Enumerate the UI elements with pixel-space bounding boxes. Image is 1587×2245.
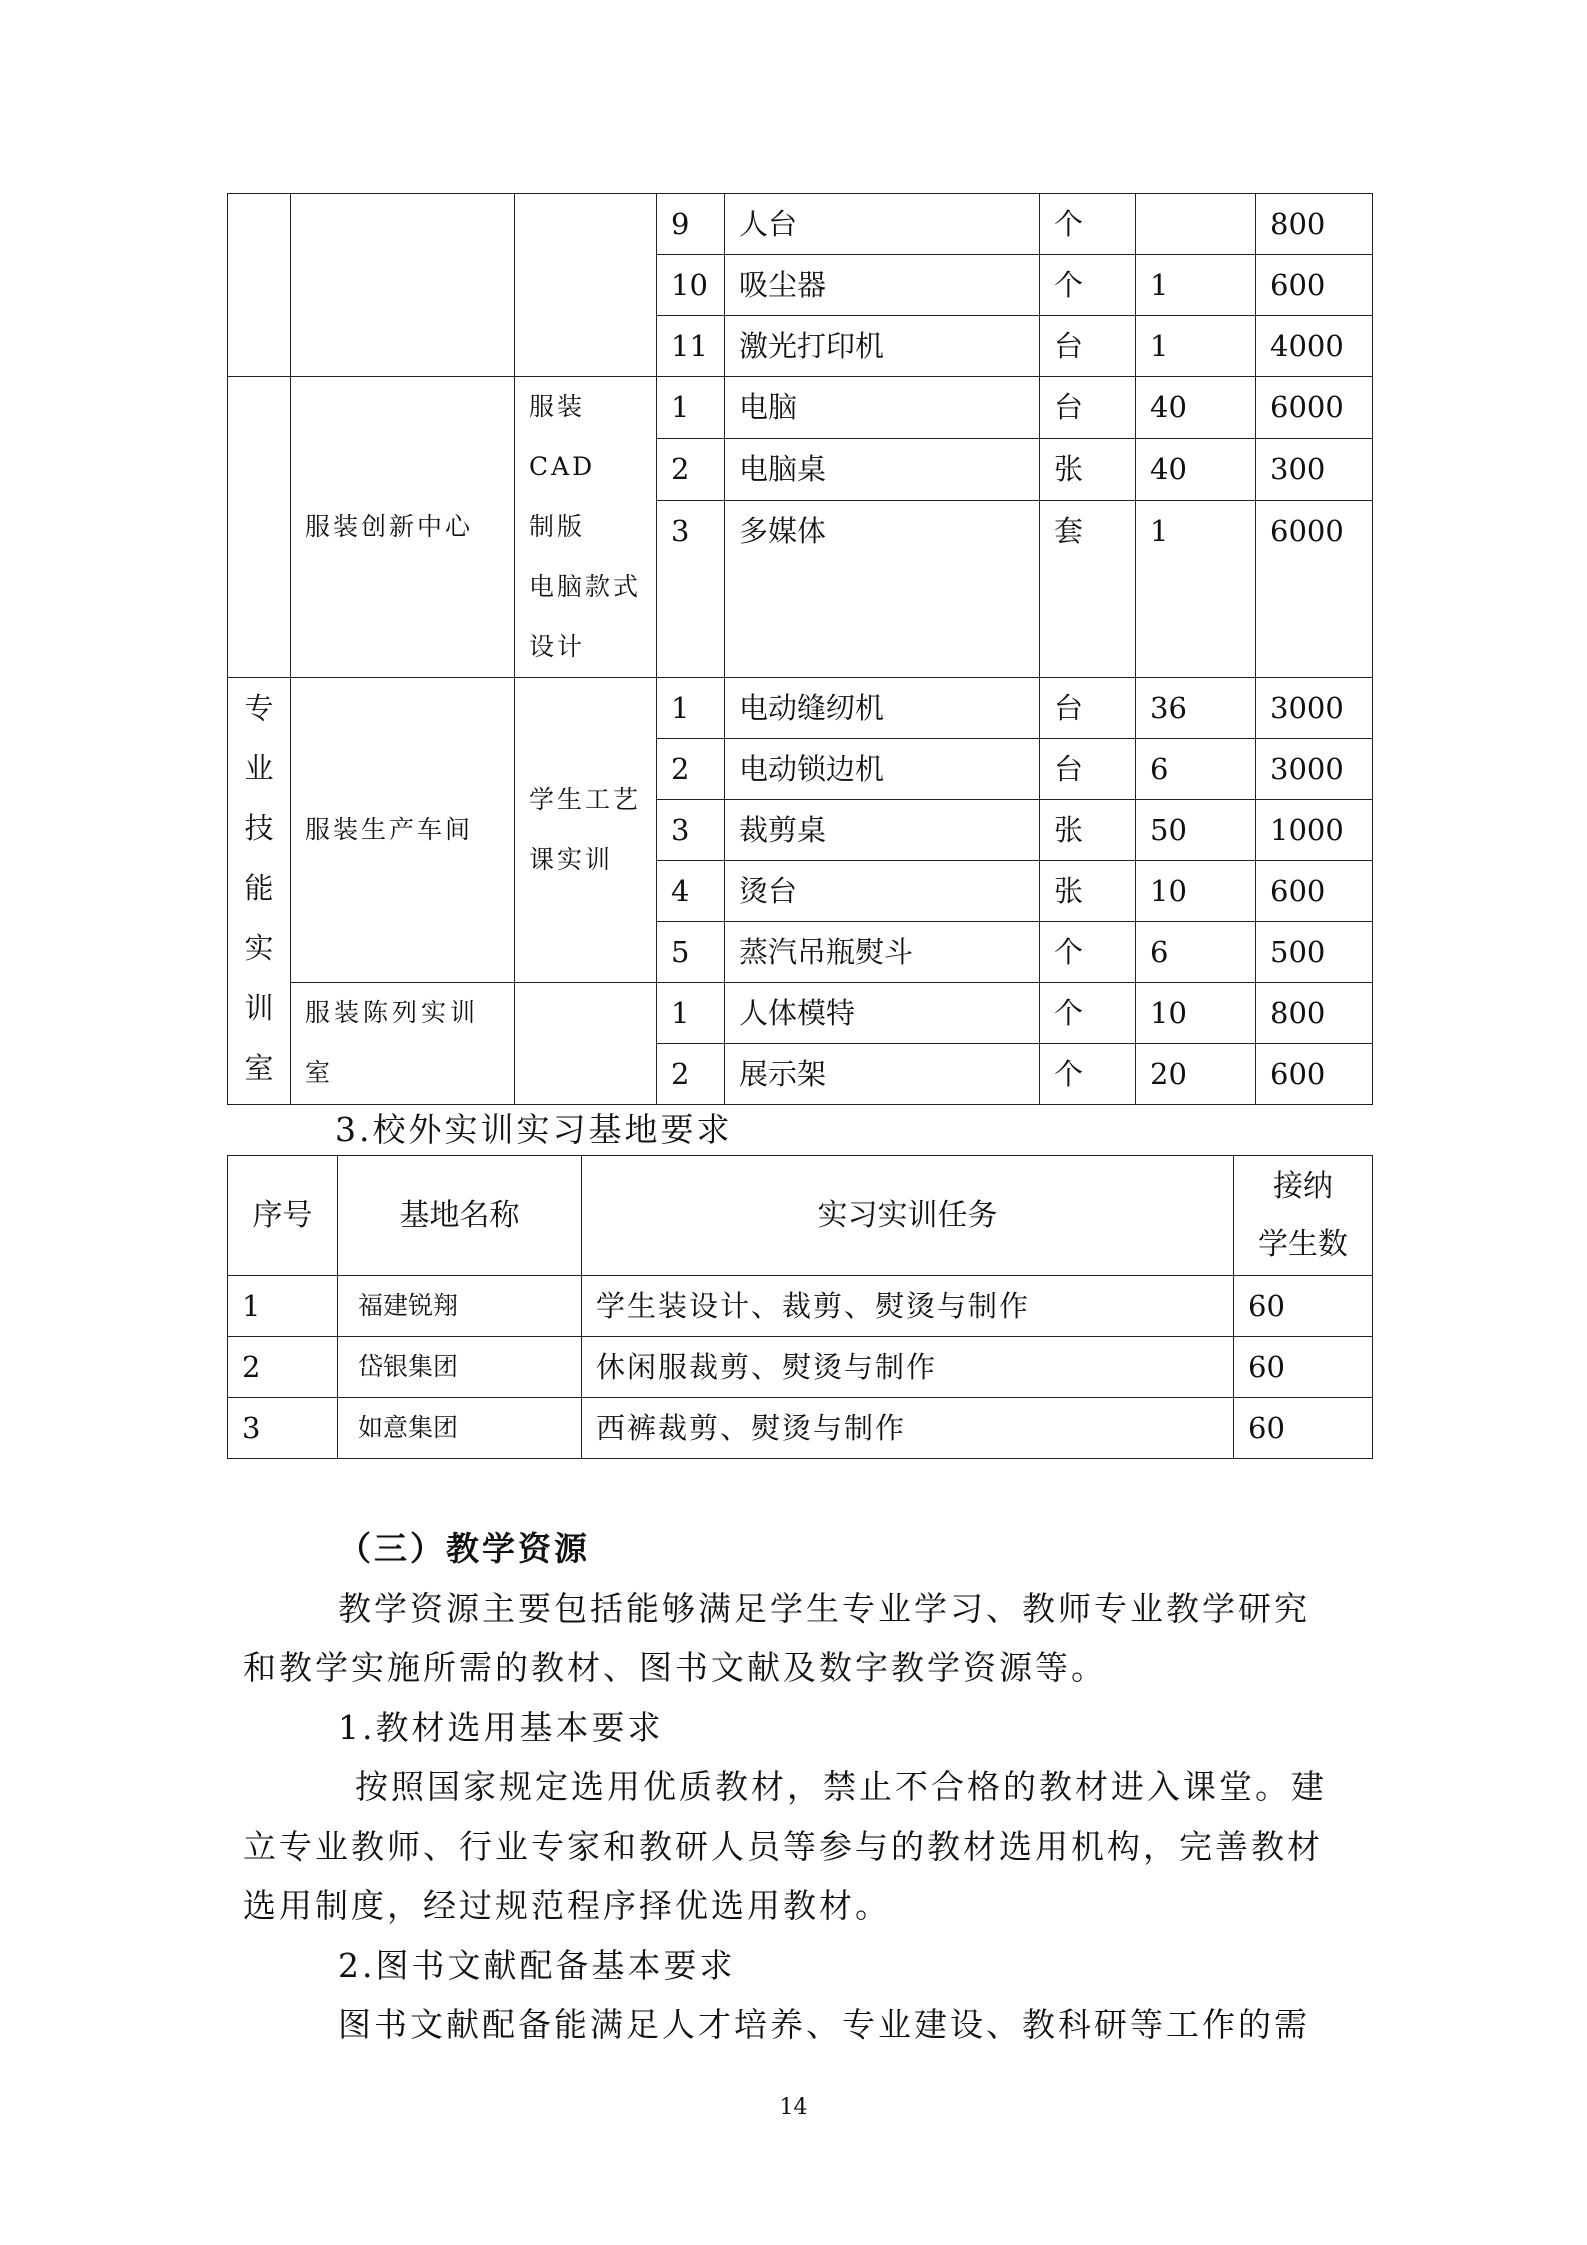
item-qty (1136, 194, 1256, 255)
category-cell-top (228, 194, 291, 377)
item-unit: 张 (1040, 800, 1136, 861)
category-vertical (228, 678, 291, 1105)
item-no: 9 (657, 194, 725, 255)
item-no: 1 (657, 377, 725, 439)
item-name: 烫台 (725, 861, 1040, 922)
base-task: 西裤裁剪、熨烫与制作 (582, 1398, 1234, 1459)
item-unit: 个 (1040, 255, 1136, 316)
category-cell-blank (228, 377, 291, 678)
item-price: 800 (1256, 194, 1373, 255)
item-price: 6000 (1256, 377, 1373, 439)
paragraph-line: 教学资源主要包括能够满足学生专业学习、教师专业教学研究 (338, 1589, 1310, 1628)
item-price: 800 (1256, 983, 1373, 1044)
base-no: 1 (228, 1276, 338, 1337)
base-task: 休闲服裁剪、熨烫与制作 (582, 1337, 1234, 1398)
item-price: 3000 (1256, 678, 1373, 739)
task-line: 设计 (529, 632, 586, 661)
task-line: 电脑款式 (529, 572, 642, 601)
item-price: 600 (1256, 861, 1373, 922)
header-capacity (1234, 1156, 1373, 1276)
item-no: 2 (657, 739, 725, 800)
item-name: 激光打印机 (725, 316, 1040, 377)
category-char: 实 (244, 931, 274, 965)
item-no: 1 (657, 678, 725, 739)
item-name: 展示架 (725, 1044, 1040, 1105)
paragraph-line: 选用制度，经过规范程序择优选用教材。 (243, 1886, 891, 1925)
equipment-table (227, 193, 1373, 1105)
table-row (228, 1398, 1373, 1459)
item-qty: 6 (1136, 922, 1256, 983)
base-name: 如意集团 (338, 1398, 582, 1459)
task-line: 制版 (529, 512, 586, 541)
item-price: 600 (1256, 1044, 1373, 1105)
table-row (228, 377, 1373, 439)
base-no: 3 (228, 1398, 338, 1459)
item-qty: 36 (1136, 678, 1256, 739)
category-char: 室 (244, 1051, 274, 1085)
item-qty: 1 (1136, 316, 1256, 377)
item-price: 6000 (1256, 501, 1373, 678)
item-name: 电脑 (725, 377, 1040, 439)
item-qty: 1 (1136, 501, 1256, 678)
base-no: 2 (228, 1337, 338, 1398)
item-name: 电脑桌 (725, 439, 1040, 501)
item-price: 4000 (1256, 316, 1373, 377)
section-3-title: 3.校外实训实习基地要求 (335, 1110, 733, 1149)
item-unit: 台 (1040, 377, 1136, 439)
header-task: 实习实训任务 (582, 1156, 1234, 1276)
table-row (228, 983, 1373, 1044)
training-base-table (227, 1155, 1373, 1459)
base-capacity: 60 (1234, 1398, 1373, 1459)
task-innovation (515, 377, 657, 678)
base-capacity: 60 (1234, 1276, 1373, 1337)
item-name: 人台 (725, 194, 1040, 255)
item-qty: 20 (1136, 1044, 1256, 1105)
table-header-row (228, 1156, 1373, 1276)
item-name: 多媒体 (725, 501, 1040, 678)
table-row (228, 1337, 1373, 1398)
item-price: 600 (1256, 255, 1373, 316)
table-row (228, 194, 1373, 255)
task-line: 课实训 (529, 845, 614, 874)
base-capacity: 60 (1234, 1337, 1373, 1398)
item-qty: 10 (1136, 861, 1256, 922)
item-unit: 个 (1040, 983, 1136, 1044)
item-price: 300 (1256, 439, 1373, 501)
item-no: 2 (657, 1044, 725, 1105)
task-line: 学生工艺 (529, 785, 642, 814)
item-name: 吸尘器 (725, 255, 1040, 316)
category-char: 专 (244, 691, 274, 725)
room-line: 服装陈列实训 (305, 998, 480, 1027)
task-cell-top (515, 194, 657, 377)
category-char: 技 (244, 811, 274, 845)
item-name: 电动锁边机 (725, 739, 1040, 800)
item-name: 电动缝纫机 (725, 678, 1040, 739)
header-line: 学生数 (1258, 1226, 1348, 1262)
item-no: 3 (657, 800, 725, 861)
item-no: 11 (657, 316, 725, 377)
item-no: 1 (657, 983, 725, 1044)
item-no: 3 (657, 501, 725, 678)
subheading: 2.图书文献配备基本要求 (338, 1946, 736, 1985)
item-name: 蒸汽吊瓶熨斗 (725, 922, 1040, 983)
room-innovation: 服装创新中心 (291, 377, 515, 678)
item-qty: 40 (1136, 439, 1256, 501)
category-char: 训 (244, 991, 274, 1025)
item-price: 1000 (1256, 800, 1373, 861)
item-price: 500 (1256, 922, 1373, 983)
item-name: 人体模特 (725, 983, 1040, 1044)
item-unit: 套 (1040, 501, 1136, 678)
task-line: 服装 CAD (529, 392, 596, 481)
page-number: 14 (779, 2095, 808, 2120)
room-workshop: 服装生产车间 (291, 678, 515, 983)
item-unit: 台 (1040, 678, 1136, 739)
paragraph-line: 和教学实施所需的教材、图书文献及数字教学资源等。 (243, 1648, 1107, 1687)
header-name: 基地名称 (338, 1156, 582, 1276)
base-name: 岱银集团 (338, 1337, 582, 1398)
paragraph-line: 图书文献配备能满足人才培养、专业建设、教科研等工作的需 (338, 2005, 1310, 2044)
item-unit: 个 (1040, 1044, 1136, 1105)
base-task: 学生装设计、裁剪、熨烫与制作 (582, 1276, 1234, 1337)
item-no: 5 (657, 922, 725, 983)
item-unit: 台 (1040, 316, 1136, 377)
item-name: 裁剪桌 (725, 800, 1040, 861)
table-row (228, 678, 1373, 739)
base-name: 福建锐翔 (338, 1276, 582, 1337)
category-char: 能 (244, 871, 274, 905)
item-price: 3000 (1256, 739, 1373, 800)
item-qty: 1 (1136, 255, 1256, 316)
item-no: 2 (657, 439, 725, 501)
subheading: 1.教材选用基本要求 (338, 1708, 664, 1747)
item-unit: 个 (1040, 922, 1136, 983)
item-qty: 6 (1136, 739, 1256, 800)
item-no: 4 (657, 861, 725, 922)
table-row (228, 1276, 1373, 1337)
header-line: 接纳 (1273, 1168, 1333, 1204)
header-no: 序号 (228, 1156, 338, 1276)
task-workshop (515, 678, 657, 983)
room-cell-top (291, 194, 515, 377)
item-qty: 40 (1136, 377, 1256, 439)
item-unit: 张 (1040, 861, 1136, 922)
item-unit: 台 (1040, 739, 1136, 800)
item-qty: 50 (1136, 800, 1256, 861)
item-qty: 10 (1136, 983, 1256, 1044)
item-unit: 个 (1040, 194, 1136, 255)
task-display (515, 983, 657, 1105)
category-char: 业 (244, 751, 274, 785)
section-heading: （三）教学资源 (338, 1529, 590, 1568)
item-unit: 张 (1040, 439, 1136, 501)
item-no: 10 (657, 255, 725, 316)
paragraph-line: 按照国家规定选用优质教材，禁止不合格的教材进入课堂。建 (355, 1767, 1327, 1806)
room-display (291, 983, 515, 1105)
room-line: 室 (305, 1058, 335, 1087)
paragraph-line: 立专业教师、行业专家和教研人员等参与的教材选用机构，完善教材 (243, 1827, 1323, 1866)
